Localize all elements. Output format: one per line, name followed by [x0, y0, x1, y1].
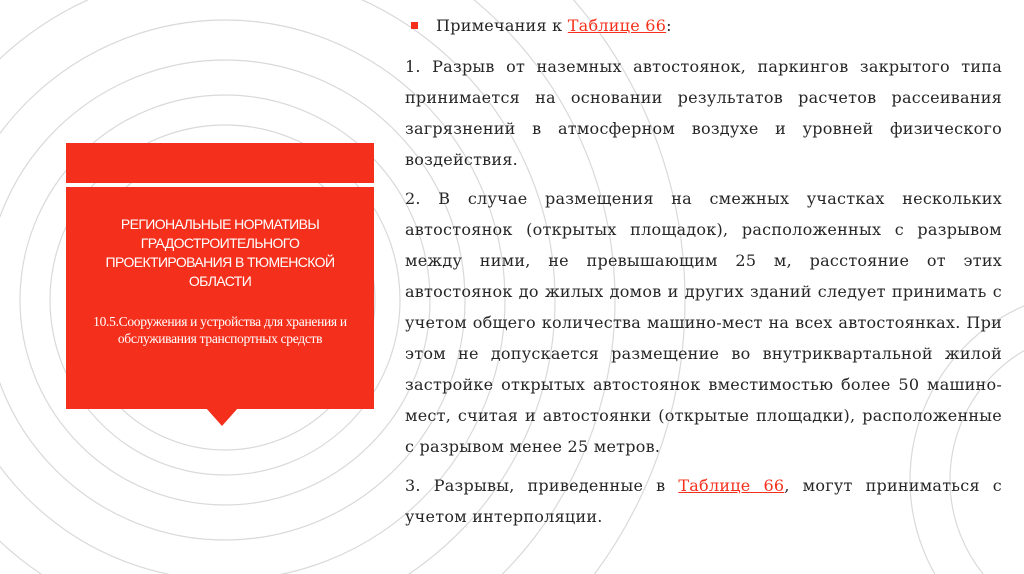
note-item-1: 1. Разрыв от наземных автостоянок, паркингов закрытого типа принимается на основании результатов расчетов рассеивания загрязнений в атмосферном воздухе и уровней физического воздействия. [405, 57, 1002, 169]
note-3-prefix: 3. Разрывы, приведенные в [405, 476, 679, 495]
notes-heading-prefix: Примечания к [436, 16, 563, 35]
square-bullet-icon [411, 22, 418, 29]
red-header-band [66, 143, 374, 183]
notes-heading [405, 10, 1002, 41]
panel-pointer [206, 408, 238, 426]
title-panel [66, 187, 374, 409]
notes-content [405, 10, 1002, 540]
panel-subtitle: 10.5.Сооружения и устройства для хранения и обслуживания транспортных средств [93, 314, 347, 346]
note-item-3 [405, 470, 1002, 532]
notes-heading-suffix: : [666, 16, 672, 35]
note-item-2: 2. В случае размещения на смежных участках нескольких автостоянок (открытых площадок), расположенных с разрывом между ними, не превышающим 25 м, расстояние от этих автостоянок до жилых домов и других зданий следует принимать с учетом общего количества машино-мест на всех автостоянках. При этом не допускается размещение во внутриквартальной жилой застройке открытых автостоянок вместимостью более 50 машино-мест, считая и автостоянки (открытые площадки), расположенные с разрывом менее 25 метров. [405, 189, 1002, 456]
table-66-link[interactable]: Таблице 66 [567, 16, 667, 35]
panel-title: РЕГИОНАЛЬНЫЕ НОРМАТИВЫ ГРАДОСТРОИТЕЛЬНОГО ПРОЕКТИРОВАНИЯ В ТЮМЕНСКОЙ ОБЛАСТИ [105, 216, 335, 289]
table-66-link-inline[interactable]: Таблице 66 [678, 476, 785, 495]
note-3-suffix: , могут приниматься с учетом интерполяции. [405, 476, 1002, 526]
